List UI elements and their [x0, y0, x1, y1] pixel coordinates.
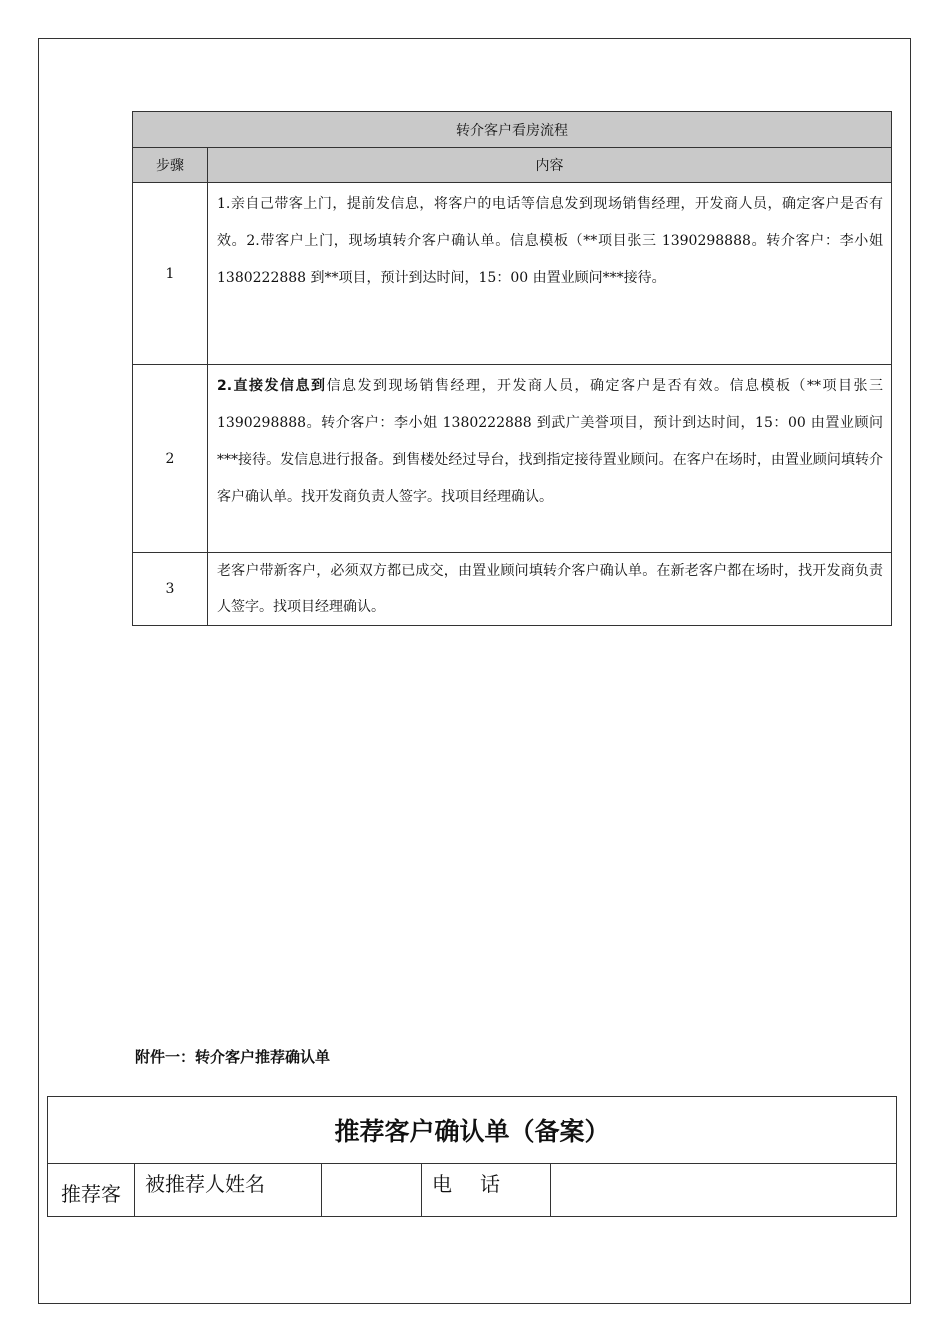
process-table-title: 转介客户看房流程: [133, 112, 892, 148]
phone-field[interactable]: [551, 1164, 897, 1217]
process-table-header-row: [133, 148, 892, 183]
table-row: [133, 365, 892, 553]
header-content: 内容: [208, 148, 892, 183]
process-table-title-row: [133, 112, 892, 148]
header-step: 步骤: [133, 148, 208, 183]
step-content-text: 信息发到现场销售经理，开发商人员，确定客户是否有效。信息模板（**项目张三 1390298888。转介客户：李小姐 1380222888 到武广美誉项目，预计到达时间，15：00 由置业顾问***接待。发信息进行报备。到售楼处经过导台，找到指定接待置业顾问。在客户在场时，由置业顾问填转介客户确认单。找开发商负责人签字。找项目经理确认。: [217, 378, 884, 505]
confirm-form-title-row: [48, 1097, 897, 1164]
step-number: 1: [133, 183, 208, 365]
confirm-form-title: 推荐客户确认单（备案）: [48, 1097, 897, 1164]
confirm-form-table: [47, 1096, 897, 1217]
table-row: [133, 553, 892, 626]
step-content-lead: 2.直接发信息到: [217, 378, 327, 394]
attachment-heading: 附件一：转介客户推荐确认单: [135, 1048, 331, 1066]
step-content-text: 1.亲自己带客上门，提前发信息，将客户的电话等信息发到现场销售经理，开发商人员，确定客户是否有效。2.带客户上门，现场填转介客户确认单。信息模板（**项目张三 1390298888。转介客户：李小姐 1380222888 到**项目，预计到达时间，15：00 由置业顾问***接待。: [217, 196, 883, 286]
referrer-label: 推荐客: [48, 1164, 135, 1217]
step-content: [208, 183, 892, 365]
referred-name-label: 被推荐人姓名: [135, 1164, 322, 1217]
step-content-text: 老客户带新客户，必须双方都已成交，由置业顾问填转介客户确认单。在新老客户都在场时，找开发商负责人签字。找项目经理确认。: [217, 563, 883, 615]
step-content: [208, 365, 892, 553]
process-table: [132, 111, 892, 626]
referred-name-field[interactable]: [322, 1164, 422, 1217]
step-number: 3: [133, 553, 208, 626]
table-row: [133, 183, 892, 365]
step-number: 2: [133, 365, 208, 553]
step-content: [208, 553, 892, 626]
confirm-form-row: [48, 1164, 897, 1217]
phone-label: 电话: [422, 1164, 551, 1217]
